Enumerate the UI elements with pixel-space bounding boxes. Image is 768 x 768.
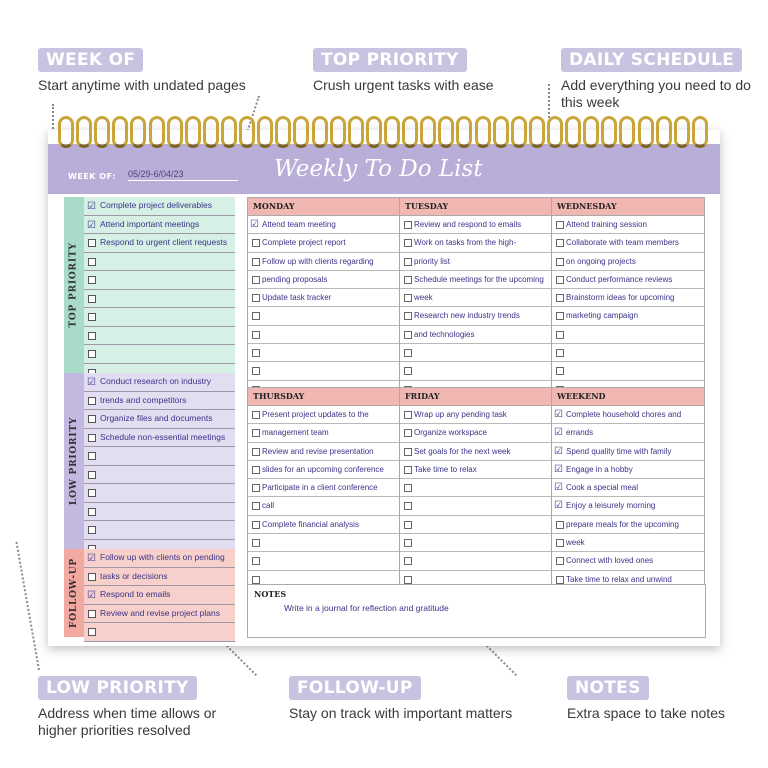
checkbox[interactable]	[404, 221, 412, 229]
task-text: week	[414, 293, 433, 303]
follow-up-section	[64, 549, 235, 637]
task-text: priority list	[414, 256, 451, 266]
task-row[interactable]	[552, 443, 704, 461]
ring-icon	[638, 116, 654, 148]
checkbox[interactable]	[556, 239, 564, 247]
list-item[interactable]	[84, 290, 235, 309]
task-row[interactable]	[248, 461, 400, 479]
checked-box-icon[interactable]: ☑	[554, 427, 563, 439]
ring-icon	[167, 116, 183, 148]
checkbox[interactable]	[252, 466, 260, 474]
ring-icon	[656, 116, 672, 148]
low-priority-band	[64, 373, 84, 549]
task-row[interactable]	[400, 326, 552, 344]
checkbox[interactable]	[404, 557, 412, 565]
checkbox[interactable]	[88, 332, 96, 340]
checkbox[interactable]	[252, 349, 260, 357]
spiral-binding	[58, 116, 708, 156]
task-row[interactable]	[400, 271, 552, 289]
list-item[interactable]	[84, 197, 235, 216]
task-row[interactable]	[400, 234, 552, 252]
planner-sheet	[48, 130, 720, 646]
task-text: and technologies	[414, 329, 475, 339]
checked-box-icon[interactable]: ☑	[554, 500, 563, 512]
ring-icon	[475, 116, 491, 148]
checkbox[interactable]	[88, 628, 96, 636]
checkbox[interactable]	[556, 294, 564, 302]
checkbox[interactable]	[252, 502, 260, 510]
checkbox[interactable]	[556, 258, 564, 266]
ring-icon	[438, 116, 454, 148]
checkbox[interactable]	[556, 276, 564, 284]
checkbox[interactable]	[404, 239, 412, 247]
daily-schedule-caption: Add everything you need to do this week	[561, 77, 751, 110]
task-row[interactable]	[552, 552, 704, 570]
checkbox[interactable]	[252, 258, 260, 266]
ring-icon	[692, 116, 708, 148]
checkbox[interactable]	[404, 484, 412, 492]
task-text: Attend team meeting	[262, 220, 336, 229]
checkbox[interactable]	[252, 448, 260, 456]
task-text: Update task tracker	[262, 293, 332, 303]
ring-icon	[565, 116, 581, 148]
ring-icon	[674, 116, 690, 148]
ring-icon	[511, 116, 527, 148]
checkbox[interactable]	[404, 294, 412, 302]
list-item[interactable]	[84, 234, 235, 253]
ring-icon	[366, 116, 382, 148]
follow-up-band	[64, 549, 84, 637]
task-text: Complete project report	[262, 238, 346, 248]
task-row[interactable]	[248, 253, 400, 271]
checkbox[interactable]	[404, 349, 412, 357]
list-item[interactable]	[84, 503, 235, 522]
checkbox[interactable]	[556, 576, 564, 584]
checkbox[interactable]	[88, 239, 96, 247]
checkbox[interactable]	[556, 221, 564, 229]
checkbox[interactable]	[404, 429, 412, 437]
ring-icon	[312, 116, 328, 148]
task-row[interactable]	[552, 307, 704, 325]
notes-caption: Extra space to take notes	[567, 705, 725, 721]
top-priority-section	[64, 197, 235, 373]
list-item[interactable]	[84, 568, 235, 587]
task-row[interactable]	[248, 406, 400, 424]
task-text: Engage in a hobby	[566, 464, 633, 474]
checkbox[interactable]	[404, 466, 412, 474]
day-column	[247, 197, 401, 400]
week-of-caption: Start anytime with undated pages	[38, 77, 246, 93]
checkbox[interactable]	[252, 521, 260, 529]
ring-icon	[619, 116, 635, 148]
checkbox[interactable]	[556, 521, 564, 529]
task-text: Review and respond to emails	[414, 220, 522, 229]
checkbox[interactable]	[252, 276, 260, 284]
ring-icon	[275, 116, 291, 148]
notes-tag: NOTES	[567, 676, 649, 700]
task-text: management team	[262, 428, 329, 438]
checked-box-icon[interactable]: ☑	[87, 590, 96, 601]
checkbox[interactable]	[404, 276, 412, 284]
checkbox[interactable]	[88, 434, 96, 442]
task-row[interactable]	[400, 216, 552, 234]
list-item[interactable]	[84, 345, 235, 364]
ring-icon	[76, 116, 92, 148]
task-row[interactable]	[248, 344, 400, 362]
task-row[interactable]	[248, 497, 400, 515]
daily-schedule-tag: DAILY SCHEDULE	[561, 48, 742, 72]
ring-icon	[112, 116, 128, 148]
page-title: Weekly To Do List	[274, 156, 483, 182]
day-heading: THURSDAY	[248, 388, 400, 406]
task-row[interactable]	[400, 307, 552, 325]
list-item[interactable]	[84, 521, 235, 540]
task-row[interactable]	[248, 307, 400, 325]
low-priority-list	[84, 373, 235, 558]
checked-box-icon[interactable]: ☑	[554, 463, 563, 475]
list-item-text: trends and competitors	[100, 394, 187, 405]
ring-icon	[601, 116, 617, 148]
ring-icon	[94, 116, 110, 148]
checked-box-icon[interactable]: ☑	[87, 219, 96, 231]
follow-up-list	[84, 549, 235, 642]
task-row[interactable]	[400, 516, 552, 534]
ring-icon	[420, 116, 436, 148]
list-item-text: tasks or decisions	[100, 570, 168, 581]
callout-week-of	[38, 48, 246, 94]
list-item-text: Review and revise project plans	[100, 607, 221, 618]
checkbox[interactable]	[88, 508, 96, 516]
checkbox[interactable]	[556, 367, 564, 375]
callout-top-priority	[313, 48, 494, 94]
task-text: marketing campaign	[566, 311, 639, 321]
day-heading: MONDAY	[248, 198, 400, 216]
task-row[interactable]	[552, 271, 704, 289]
task-row[interactable]	[248, 424, 400, 442]
day-column	[399, 197, 553, 400]
task-text: Attend training session	[566, 220, 647, 229]
ring-icon	[239, 116, 255, 148]
checkbox[interactable]	[88, 573, 96, 581]
list-item-text: Respond to urgent client requests	[100, 237, 228, 247]
checked-box-icon[interactable]: ☑	[554, 482, 563, 494]
task-row[interactable]	[552, 289, 704, 307]
list-item[interactable]	[84, 373, 235, 392]
ring-icon	[529, 116, 545, 148]
checkbox[interactable]	[252, 331, 260, 339]
checkbox[interactable]	[404, 411, 412, 419]
checked-box-icon[interactable]: ☑	[87, 377, 96, 388]
task-text: Brainstorm ideas for upcoming	[566, 293, 675, 303]
task-text: Complete financial analysis	[262, 519, 359, 529]
ring-icon	[130, 116, 146, 148]
task-row[interactable]	[248, 271, 400, 289]
ring-icon	[493, 116, 509, 148]
task-text: Work on tasks from the high-	[414, 238, 517, 248]
task-text: Enjoy a leisurely morning	[566, 501, 656, 511]
task-text: Research new industry trends	[414, 311, 520, 321]
task-text: Review and revise presentation	[262, 446, 374, 456]
list-item-text: Conduct research on industry	[100, 376, 212, 386]
ring-icon	[185, 116, 201, 148]
checked-box-icon[interactable]: ☑	[250, 219, 259, 230]
list-item[interactable]	[84, 484, 235, 503]
checkbox[interactable]	[88, 452, 96, 460]
ring-icon	[149, 116, 165, 148]
list-item[interactable]	[84, 466, 235, 485]
day-column	[247, 387, 401, 590]
task-text: Take time to relax and unwind	[566, 574, 672, 584]
checkbox[interactable]	[252, 484, 260, 492]
checkbox[interactable]	[404, 448, 412, 456]
list-item-text: Organize files and documents	[100, 413, 213, 423]
top-priority-label: TOP PRIORITY	[69, 242, 79, 328]
checkbox[interactable]	[252, 539, 260, 547]
day-heading: TUESDAY	[400, 198, 552, 216]
task-row[interactable]	[400, 443, 552, 461]
week-of-value[interactable]: 05/29-6/04/23	[128, 169, 238, 181]
ring-icon	[456, 116, 472, 148]
task-row[interactable]	[552, 362, 704, 380]
ring-icon	[583, 116, 599, 148]
task-text: Set goals for the next week	[414, 446, 511, 456]
checkbox[interactable]	[252, 312, 260, 320]
list-item[interactable]	[84, 623, 235, 642]
checked-box-icon[interactable]: ☑	[554, 409, 563, 420]
follow-up-caption: Stay on track with important matters	[289, 705, 513, 721]
callout-daily-schedule	[561, 48, 761, 111]
task-row[interactable]	[400, 253, 552, 271]
task-text: Conduct performance reviews	[566, 274, 673, 284]
checkbox[interactable]	[556, 331, 564, 339]
list-item-text: Follow up with clients on pending	[100, 552, 225, 562]
ring-icon	[330, 116, 346, 148]
task-row[interactable]	[400, 552, 552, 570]
checkbox[interactable]	[88, 397, 96, 405]
task-text: Collaborate with team members	[566, 238, 679, 248]
ring-icon	[384, 116, 400, 148]
checkbox[interactable]	[556, 539, 564, 547]
task-text: Schedule meetings for the upcoming	[414, 274, 544, 284]
task-row[interactable]	[400, 289, 552, 307]
follow-up-tag: FOLLOW-UP	[289, 676, 421, 700]
task-row[interactable]	[552, 516, 704, 534]
task-row[interactable]	[248, 516, 400, 534]
low-priority-caption: Address when time allows or higher priorities resolved	[38, 705, 217, 738]
top-priority-list	[84, 197, 235, 382]
checked-box-icon[interactable]: ☑	[87, 553, 96, 564]
task-text: Organize workspace	[414, 428, 487, 438]
checkbox[interactable]	[88, 295, 96, 303]
low-priority-label: LOW PRIORITY	[69, 416, 79, 506]
checkbox[interactable]	[252, 411, 260, 419]
task-text: prepare meals for the upcoming	[566, 519, 679, 529]
task-row[interactable]	[552, 234, 704, 252]
checkbox[interactable]	[404, 576, 412, 584]
task-row[interactable]	[552, 461, 704, 479]
task-text: on ongoing projects	[566, 256, 636, 266]
list-item[interactable]	[84, 253, 235, 272]
task-row[interactable]	[248, 443, 400, 461]
ring-icon	[203, 116, 219, 148]
checkbox[interactable]	[252, 367, 260, 375]
task-text: errands	[566, 428, 594, 438]
task-row[interactable]	[400, 424, 552, 442]
list-item[interactable]	[84, 605, 235, 624]
list-item[interactable]	[84, 327, 235, 346]
ring-icon	[402, 116, 418, 148]
checkbox[interactable]	[404, 331, 412, 339]
checkbox[interactable]	[88, 415, 96, 423]
task-row[interactable]	[248, 479, 400, 497]
task-text: pending proposals	[262, 274, 328, 284]
callout-follow-up	[289, 676, 512, 722]
checkbox[interactable]	[404, 521, 412, 529]
follow-up-label: FOLLOW-UP	[69, 558, 79, 628]
task-row[interactable]	[552, 253, 704, 271]
checkbox[interactable]	[252, 239, 260, 247]
task-row[interactable]	[400, 461, 552, 479]
day-heading: WEEKEND	[552, 388, 704, 406]
list-item[interactable]	[84, 308, 235, 327]
top-priority-caption: Crush urgent tasks with ease	[313, 77, 494, 93]
task-row[interactable]	[248, 362, 400, 380]
task-row[interactable]	[552, 216, 704, 234]
checkbox[interactable]	[556, 349, 564, 357]
notes-heading: NOTES	[254, 589, 287, 599]
task-row[interactable]	[248, 216, 400, 234]
checkbox[interactable]	[404, 502, 412, 510]
list-item[interactable]	[84, 429, 235, 448]
checkbox[interactable]	[556, 312, 564, 320]
task-text: Complete household chores and	[566, 410, 682, 419]
list-item[interactable]	[84, 586, 235, 605]
task-row[interactable]	[552, 344, 704, 362]
list-item[interactable]	[84, 447, 235, 466]
week-of-tag: WEEK OF	[38, 48, 143, 72]
callout-low-priority	[38, 676, 248, 739]
checked-box-icon[interactable]: ☑	[554, 445, 563, 457]
checkbox[interactable]	[88, 313, 96, 321]
checked-box-icon[interactable]: ☑	[87, 201, 96, 212]
list-item[interactable]	[84, 271, 235, 290]
checkbox[interactable]	[404, 312, 412, 320]
list-item-text: Schedule non-essential meetings	[100, 431, 226, 442]
list-item-text: Respond to emails	[100, 589, 171, 599]
task-row[interactable]	[552, 534, 704, 552]
task-text: Present project updates to the	[262, 410, 369, 419]
task-row[interactable]	[400, 406, 552, 424]
ring-icon	[293, 116, 309, 148]
checkbox[interactable]	[88, 350, 96, 358]
task-row[interactable]	[248, 552, 400, 570]
task-row[interactable]	[400, 479, 552, 497]
checkbox[interactable]	[252, 429, 260, 437]
list-item[interactable]	[84, 216, 235, 235]
task-text: Connect with loved ones	[566, 556, 654, 566]
list-item-text: Attend important meetings	[100, 218, 200, 229]
task-text: slides for an upcoming conference	[262, 464, 384, 474]
pointer-line	[15, 542, 40, 670]
ring-icon	[58, 116, 74, 148]
task-row[interactable]	[552, 424, 704, 442]
task-row[interactable]	[552, 497, 704, 515]
task-text: week	[566, 538, 585, 548]
task-row[interactable]	[552, 406, 704, 424]
task-text: Follow up with clients regarding	[262, 256, 374, 266]
checkbox[interactable]	[252, 557, 260, 565]
day-column	[551, 387, 705, 590]
low-priority-section	[64, 373, 235, 549]
day-heading: WEDNESDAY	[552, 198, 704, 216]
checkbox[interactable]	[88, 276, 96, 284]
top-priority-band	[64, 197, 84, 373]
task-text: call	[262, 501, 275, 511]
task-row[interactable]	[552, 479, 704, 497]
checkbox[interactable]	[404, 367, 412, 375]
checkbox[interactable]	[88, 258, 96, 266]
task-text: Take time to relax	[414, 464, 477, 474]
checkbox[interactable]	[88, 610, 96, 618]
top-priority-tag: TOP PRIORITY	[313, 48, 467, 72]
task-row[interactable]	[400, 497, 552, 515]
checkbox[interactable]	[252, 576, 260, 584]
notes-box	[247, 584, 706, 638]
callout-notes	[567, 676, 725, 722]
task-row[interactable]	[400, 534, 552, 552]
task-row[interactable]	[552, 326, 704, 344]
checkbox[interactable]	[404, 539, 412, 547]
task-text: Participate in a client conference	[262, 483, 378, 493]
ring-icon	[221, 116, 237, 148]
task-row[interactable]	[248, 326, 400, 344]
task-row[interactable]	[400, 344, 552, 362]
task-text: Cook a special meal	[566, 483, 639, 493]
day-column	[551, 197, 705, 400]
list-item[interactable]	[84, 392, 235, 411]
task-row[interactable]	[248, 289, 400, 307]
week-of-label: WEEK OF:	[68, 172, 116, 181]
task-row[interactable]	[248, 534, 400, 552]
checkbox[interactable]	[404, 258, 412, 266]
notes-text[interactable]: Write in a journal for reflection and gratitude	[284, 603, 449, 613]
ring-icon	[348, 116, 364, 148]
ring-icon	[257, 116, 273, 148]
checkbox[interactable]	[88, 526, 96, 534]
checkbox[interactable]	[252, 294, 260, 302]
day-column	[399, 387, 553, 590]
task-row[interactable]	[248, 234, 400, 252]
list-item[interactable]	[84, 410, 235, 429]
day-heading: FRIDAY	[400, 388, 552, 406]
checkbox[interactable]	[88, 471, 96, 479]
list-item[interactable]	[84, 549, 235, 568]
list-item-text: Complete project deliverables	[100, 200, 212, 210]
checkbox[interactable]	[556, 557, 564, 565]
task-text: Wrap up any pending task	[414, 410, 507, 419]
checkbox[interactable]	[88, 489, 96, 497]
task-text: Spend quality time with family	[566, 446, 672, 456]
low-priority-tag: LOW PRIORITY	[38, 676, 197, 700]
task-row[interactable]	[400, 362, 552, 380]
ring-icon	[547, 116, 563, 148]
